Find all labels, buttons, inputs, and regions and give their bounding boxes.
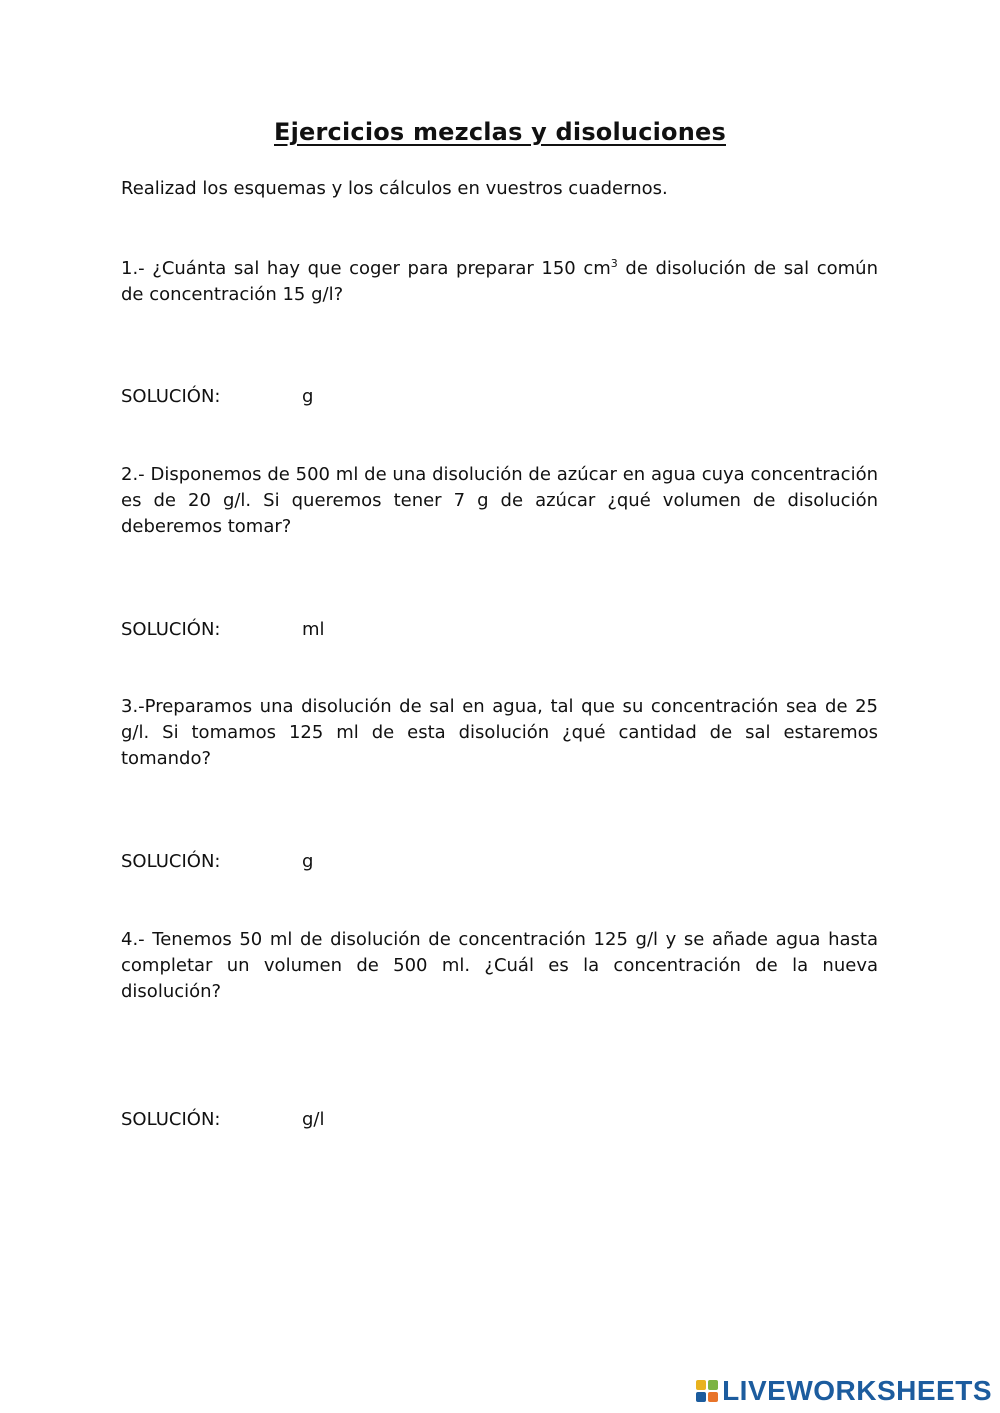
solution-row-1: [121, 384, 313, 410]
logo-square-icon: [696, 1380, 706, 1390]
question-1-text-before: 1.- ¿Cuánta sal hay que coger para preparar 150 cm: [121, 258, 611, 279]
question-1-text-after: de disolución de sal común de concentración 15 g/l?: [121, 258, 878, 305]
solution-label: SOLUCIÓN:: [121, 619, 221, 640]
solution-row-4: [121, 1107, 325, 1133]
logo-square-icon: [708, 1392, 718, 1402]
solution-label: SOLUCIÓN:: [121, 386, 221, 407]
question-4: 4.- Tenemos 50 ml de disolución de concentración 125 g/l y se añade agua hasta completar un volumen de 500 ml. ¿Cuál es la concentración de la nueva disolución?: [121, 929, 878, 1002]
solution-row-2: [121, 617, 325, 643]
liveworksheets-logo-icon: [696, 1380, 718, 1402]
logo-square-icon: [696, 1392, 706, 1402]
instructions-text: Realizad los esquemas y los cálculos en vuestros cuadernos.: [121, 178, 668, 199]
page-title: Ejercicios mezclas y disoluciones: [274, 118, 726, 146]
question-3: 3.-Preparamos una disolución de sal en agua, tal que su concentración sea de 25 g/l. Si tomamos 125 ml de esta disolución ¿qué cantidad de sal estaremos tomando?: [121, 696, 878, 769]
solution-label: SOLUCIÓN:: [121, 851, 221, 872]
solution-row-3: [121, 849, 313, 875]
question-2: 2.- Disponemos de 500 ml de una disolución de azúcar en agua cuya concentración es de 20 g/l. Si queremos tener 7 g de azúcar ¿qué volumen de disolución deberemos tomar?: [121, 464, 878, 537]
solution-unit: g/l: [302, 1109, 325, 1130]
solution-unit: g: [302, 386, 314, 407]
liveworksheets-logo[interactable]: [696, 1375, 992, 1407]
solution-unit: g: [302, 851, 314, 872]
solution-unit: ml: [302, 619, 325, 640]
question-1: [121, 256, 878, 308]
question-1-superscript: 3: [610, 257, 618, 270]
logo-square-icon: [708, 1380, 718, 1390]
solution-label: SOLUCIÓN:: [121, 1109, 221, 1130]
logo-text: LIVEWORKSHEETS: [722, 1375, 992, 1406]
